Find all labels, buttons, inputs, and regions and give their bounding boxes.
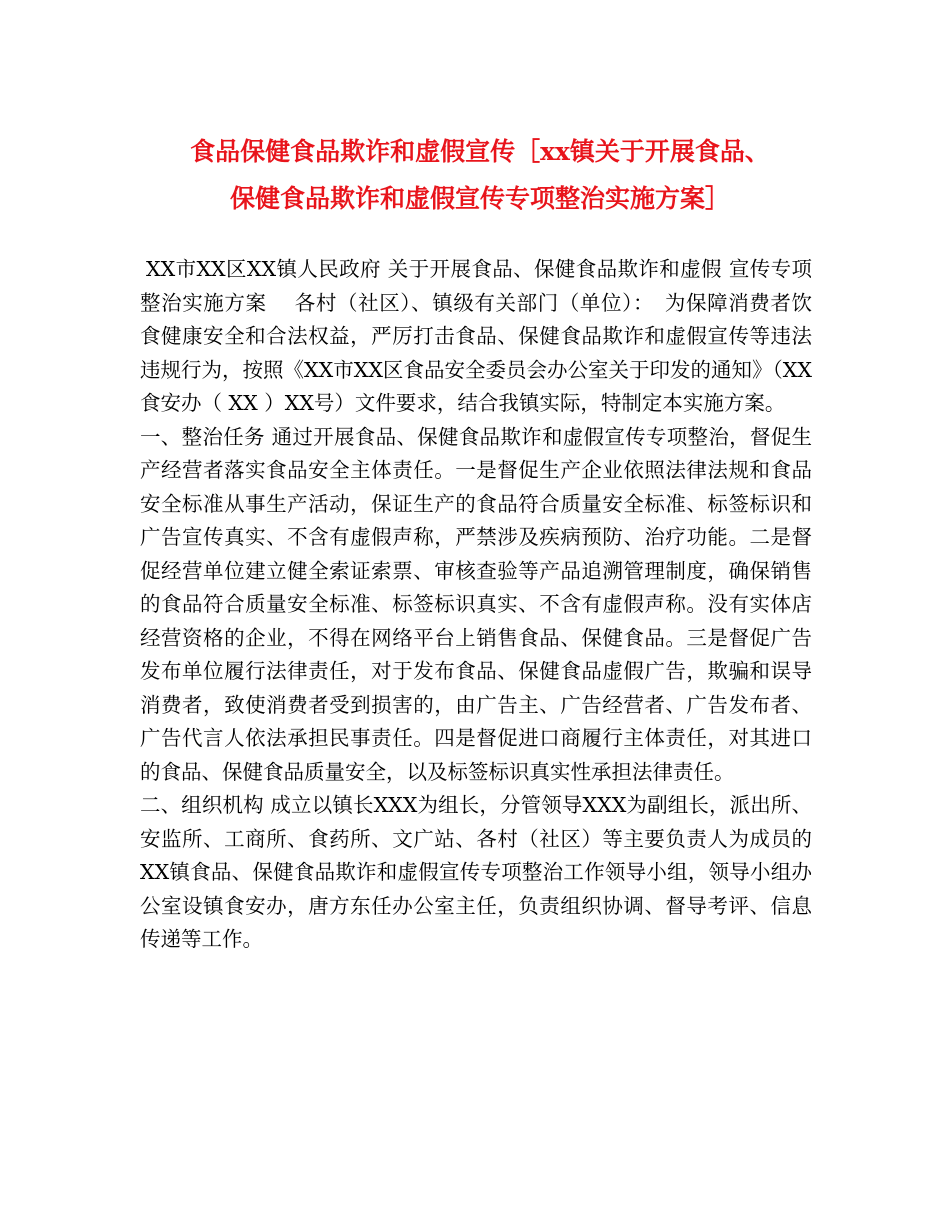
paragraph-organization: 二、组织机构 成立以镇长XXX为组长，分管领导XXX为副组长，派出所、安监所、工商所、食药所、文广站、各村（社区）等主要负责人为成员的XX镇食品、保健食品欺诈和虚假宣传专项整治工作领导小组，领导小组办公室设镇食安办，唐方东任办公室主任，负责组织协调、督导考评、信息传递等工作。: [140, 793, 812, 951]
document-body: [140, 253, 812, 957]
paragraph-tasks: 一、整治任务 通过开展食品、保健食品欺诈和虚假宣传专项整治，督促生产经营者落实食品安全主体责任。一是督促生产企业依照法律法规和食品安全标准从事生产活动，保证生产的食品符合质量安全标准、标签标识和广告宣传真实、不含有虚假声称，严禁涉及疾病预防、治疗功能。二是督促经营单位建立健全索证索票、审核查验等产品追溯管理制度，确保销售的食品符合质量安全标准、标签标识真实、不含有虚假声称。没有实体店经营资格的企业，不得在网络平台上销售食品、保健食品。三是督促广告发布单位履行法律责任，对于发布食品、保健食品虚假广告，欺骗和误导消费者，致使消费者受到损害的，由广告主、广告经营者、广告发布者、广告代言人依法承担民事责任。四是督促进口商履行主体责任，对其进口的食品、保健食品质量安全，以及标签标识真实性承担法律责任。: [140, 424, 812, 784]
paragraph-intro: XX市XX区XX镇人民政府 关于开展食品、保健食品欺诈和虚假 宣传专项整治实施方案 各村（社区）、镇级有关部门（单位）： 为保障消费者饮食健康安全和合法权益，严厉打击食品、保健食品欺诈和虚假宣传等违法违规行为，按照《XX市XX区食品安全委员会办公室关于印发的通知》（XX食安办（ XX ）XX号）文件要求，结合我镇实际，特制定本实施方案。: [140, 257, 812, 415]
title-line-1: 食品保健食品欺诈和虚假宣传［xx镇关于开展食品、: [190, 137, 770, 166]
title-line-2: 保健食品欺诈和虚假宣传专项整治实施方案］: [229, 184, 730, 213]
document-title: [140, 128, 820, 222]
